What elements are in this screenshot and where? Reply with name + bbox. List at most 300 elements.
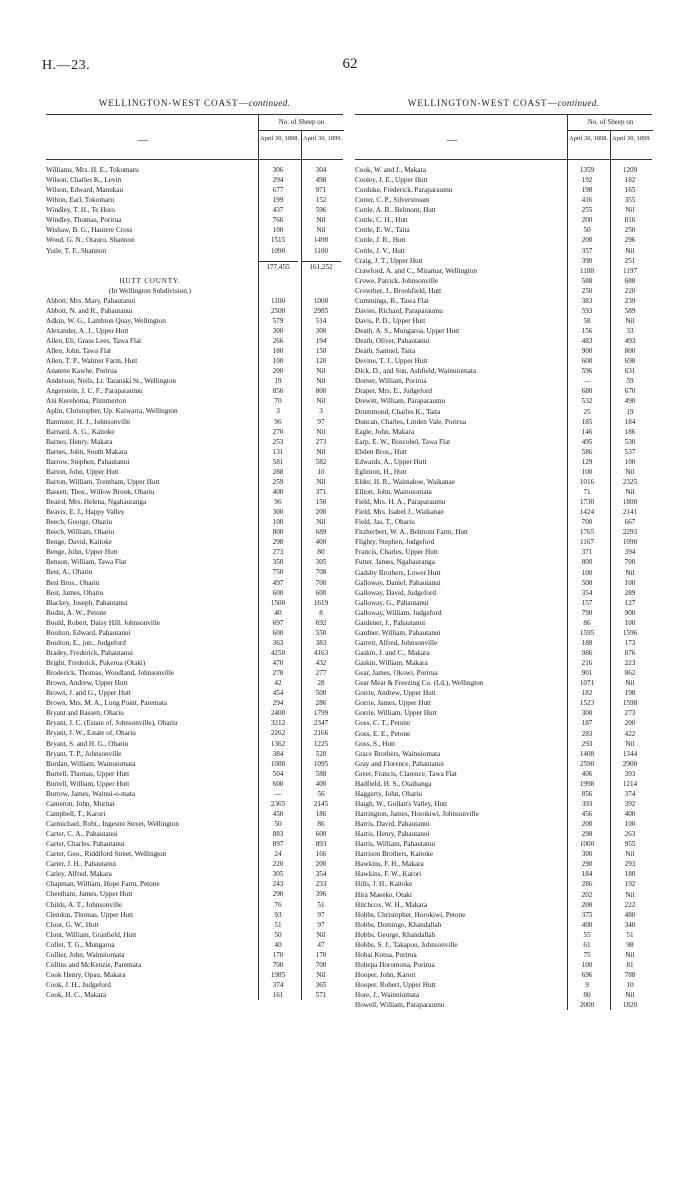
owner-cell: Clout, William, Granfield, Hutt bbox=[46, 930, 137, 939]
sheep-1898-cell: 220 bbox=[272, 860, 284, 869]
sheep-1898-cell: 288 bbox=[272, 467, 284, 476]
table-row bbox=[355, 628, 652, 638]
owner-cell: Harrington, James, Horokiwi, Johnsonville bbox=[355, 810, 479, 818]
owner-cell: Brown, Mrs. M. A., Long Point, Paremata bbox=[46, 699, 167, 708]
owner-cell: Death, Samuel, Taita bbox=[355, 347, 416, 356]
sheep-1898-cell: 586 bbox=[581, 447, 593, 456]
table-row bbox=[46, 859, 343, 869]
sheep-1898-cell: 390 bbox=[581, 256, 593, 265]
sheep-1899-cell: 816 bbox=[624, 216, 636, 225]
sheep-1899-cell: Nil bbox=[625, 467, 635, 476]
sheep-1899-cell: 588 bbox=[315, 769, 327, 778]
owner-cell: Benge, David, Kaitoke bbox=[46, 538, 112, 547]
owner-cell: Beech, William, Ohariu bbox=[46, 528, 115, 537]
table-row bbox=[46, 799, 343, 809]
sheep-1898-cell: 1090 bbox=[270, 246, 286, 255]
sheep-1898-cell: 1000 bbox=[579, 840, 595, 849]
table-row bbox=[355, 407, 652, 417]
table-row bbox=[355, 910, 652, 920]
title-main: WELLINGTON-WEST COAST— bbox=[407, 98, 558, 108]
sheep-1899-cell: 81 bbox=[626, 960, 634, 969]
sheep-1898-cell: 1998 bbox=[579, 779, 595, 788]
sheep-1899-cell: 631 bbox=[624, 367, 636, 376]
owner-cell: Hore, J., Wainuiomata bbox=[355, 991, 420, 1000]
sheep-1898-cell: 42 bbox=[274, 679, 282, 688]
sheep-1898-cell: 3 bbox=[276, 407, 280, 416]
sheep-1899-cell: 277 bbox=[315, 669, 327, 678]
owner-cell: Field, Jas. T., Ohariu bbox=[355, 518, 415, 527]
table-header bbox=[355, 114, 652, 160]
sheep-1899-cell: 293 bbox=[624, 860, 636, 869]
sheep-1898-cell: 305 bbox=[272, 870, 284, 879]
table-row bbox=[46, 779, 343, 789]
owner-cell: Anatene Kawhe, Porirua bbox=[46, 367, 117, 376]
sheep-1898-cell: 2400 bbox=[270, 709, 286, 718]
table-row bbox=[355, 376, 652, 386]
sheep-1898-cell: 986 bbox=[581, 649, 593, 657]
owner-cell: Death, Oliver, Pahautanui bbox=[355, 337, 430, 346]
owner-cell: Field, Mrs. H. A., Paraparaumu bbox=[355, 498, 446, 507]
owner-cell: Burrell, William, Upper Hutt bbox=[46, 779, 130, 788]
owner-cell: Bassett, Thos., Willow Brook, Ohariu bbox=[46, 487, 155, 496]
table-row bbox=[46, 497, 343, 507]
table-row bbox=[46, 246, 343, 256]
sheep-1899-cell: 2166 bbox=[313, 729, 329, 738]
sheep-1898-cell: 255 bbox=[581, 206, 593, 215]
sheep-1898-cell: 294 bbox=[272, 176, 284, 185]
sheep-1899-cell: Nil bbox=[316, 427, 326, 436]
owner-cell: Clendon, Thomas, Upper Hutt bbox=[46, 910, 134, 919]
owner-cell: Cummings, B., Tawa Flat bbox=[355, 296, 429, 305]
owner-cell: Bould, Robert, Daisy Hill, Johnsonville bbox=[46, 618, 160, 627]
table-row bbox=[46, 618, 343, 628]
sheep-1898-cell: — bbox=[274, 789, 282, 798]
sheep-1899-cell: 127 bbox=[624, 598, 636, 607]
sheep-1899-cell: 1100 bbox=[313, 246, 329, 255]
table-row bbox=[46, 749, 343, 759]
sheep-1898-cell: 680 bbox=[581, 387, 593, 396]
owner-cell: Hobbs, Christopher, Horokiwi, Petone bbox=[355, 910, 466, 919]
table-row bbox=[355, 215, 652, 225]
sheep-1898-cell: 1100 bbox=[270, 296, 286, 305]
owner-cell: Carter, Charles, Pahautanui bbox=[46, 840, 125, 849]
sheep-1899-cell: 400 bbox=[315, 538, 327, 547]
sheep-1899-cell: 514 bbox=[315, 316, 327, 325]
report-reference: H.—23. bbox=[42, 58, 91, 73]
sheep-1899-cell: 4163 bbox=[313, 648, 329, 657]
sheep-1898-cell: 393 bbox=[581, 799, 593, 808]
table-row bbox=[46, 286, 343, 296]
sheep-1898-cell: 188 bbox=[581, 638, 593, 647]
sheep-1898-cell: 900 bbox=[581, 347, 593, 356]
table-row bbox=[355, 608, 652, 618]
owner-cell: Goss, C. T., Petone bbox=[355, 719, 411, 728]
sheep-1898-cell: 600 bbox=[272, 588, 284, 597]
owner-cell: Beaird, Mrs. Helena, Ngahauranga bbox=[46, 498, 147, 506]
table-row bbox=[355, 769, 652, 779]
owner-cell: Howell, William, Paraparaumu bbox=[355, 1001, 445, 1010]
owner-cell: Davies, Richard, Paraparaumu bbox=[355, 306, 443, 315]
sheep-1898-cell: 100 bbox=[272, 518, 284, 527]
sheep-1898-cell: 2000 bbox=[579, 1001, 595, 1010]
owner-cell: (In Wellington Subdivision.) bbox=[108, 286, 192, 295]
owner-cell: Carter, Geo., Riddiford Street, Wellington bbox=[46, 850, 167, 859]
owner-cell: Yuile, T. F., Shannon bbox=[46, 246, 107, 255]
sheep-1898-cell: 750 bbox=[272, 568, 284, 577]
sheep-1898-cell: 700 bbox=[581, 518, 593, 527]
sheep-on-header: No. of Sheep on bbox=[567, 115, 653, 131]
table-row bbox=[355, 698, 652, 708]
sheep-1899-cell: 97 bbox=[317, 417, 325, 426]
sheep-1899-cell: 161,252 bbox=[301, 261, 341, 272]
table-row bbox=[355, 437, 652, 447]
table-row bbox=[355, 527, 652, 537]
sheep-1899-cell: 200 bbox=[315, 860, 327, 869]
sheep-1899-cell: 498 bbox=[315, 176, 327, 185]
sheep-1899-cell: 355 bbox=[624, 196, 636, 205]
table-row bbox=[355, 819, 652, 829]
sheep-1898-cell: 790 bbox=[581, 608, 593, 617]
table-row bbox=[46, 507, 343, 517]
sheep-1898-cell: 500 bbox=[581, 578, 593, 587]
table-row bbox=[355, 920, 652, 930]
owner-cell: Harris, William, Pahautanui bbox=[355, 840, 436, 849]
owner-cell: Cottle, C. H., Hutt bbox=[355, 216, 408, 225]
table-row bbox=[355, 708, 652, 718]
sheep-1899-cell: Nil bbox=[316, 518, 326, 527]
sheep-1899-cell: 862 bbox=[624, 669, 636, 678]
owner-cell: Cotter, C. P., Silverstream bbox=[355, 196, 430, 205]
owner-cell: Hooper, John, Karori bbox=[355, 971, 416, 979]
sheep-1898-cell: 290 bbox=[272, 890, 284, 899]
sheep-1899-cell: 200 bbox=[624, 719, 636, 728]
table-body bbox=[46, 160, 343, 1000]
table-row bbox=[46, 678, 343, 688]
owner-cell: Cottle, E. W., Taita bbox=[355, 226, 410, 235]
table-row bbox=[355, 648, 652, 658]
sheep-1898-cell: 1515 bbox=[270, 236, 286, 245]
sheep-1898-cell: 216 bbox=[581, 659, 593, 668]
owner-cell: Beech, George, Ohariu bbox=[46, 518, 113, 527]
table-row bbox=[46, 889, 343, 899]
table-row bbox=[46, 819, 343, 829]
table-row bbox=[355, 970, 652, 980]
table-row bbox=[46, 427, 343, 437]
sheep-1899-cell: 365 bbox=[315, 981, 327, 989]
sheep-1899-cell: 305 bbox=[315, 558, 327, 567]
table-row bbox=[46, 447, 343, 457]
sheep-1899-cell: Nil bbox=[625, 488, 635, 496]
sheep-1899-cell: 383 bbox=[315, 638, 327, 647]
sheep-1898-cell: 200 bbox=[581, 900, 593, 909]
sheep-1898-cell: 2262 bbox=[270, 729, 286, 738]
sheep-1899-cell: 182 bbox=[624, 176, 636, 185]
sheep-1899-cell: 8 bbox=[319, 608, 323, 617]
sheep-1899-cell: 59 bbox=[626, 377, 634, 386]
table-row bbox=[46, 205, 343, 215]
table-row bbox=[46, 900, 343, 910]
sheep-1898-cell: 1016 bbox=[579, 477, 595, 486]
table-row bbox=[46, 668, 343, 678]
table-row bbox=[46, 316, 343, 326]
table-row bbox=[46, 608, 343, 618]
owner-cell: Galloway, William, Judgeford bbox=[355, 608, 442, 617]
sheep-1898-cell: 131 bbox=[272, 447, 284, 456]
sheep-1899-cell: 900 bbox=[624, 608, 636, 617]
owner-cell: Haigh, W., Gollan's Valley, Hutt bbox=[355, 799, 448, 808]
sheep-1899-cell: 86 bbox=[317, 820, 325, 828]
sheep-1898-cell: 579 bbox=[272, 316, 284, 325]
table-row bbox=[46, 567, 343, 577]
sheep-1899-cell: 571 bbox=[315, 991, 327, 1000]
sheep-1898-cell: 593 bbox=[581, 306, 593, 315]
table-row bbox=[46, 306, 343, 316]
owner-cell: Childs, A. T., Johnsonville bbox=[46, 900, 123, 909]
sheep-1899-cell: 97 bbox=[317, 910, 325, 919]
sheep-1899-cell: 422 bbox=[624, 729, 636, 738]
sheep-1898-cell: 55 bbox=[583, 930, 591, 939]
sheep-1899-cell: 1800 bbox=[622, 498, 638, 507]
sheep-1898-cell: 901 bbox=[581, 669, 593, 678]
owner-cell: Adkin, W. G., Lambton Quay, Wellington bbox=[46, 316, 166, 325]
owner-cell: Harris, David, Pahautanui bbox=[355, 820, 430, 829]
sheep-1898-cell: 1359 bbox=[579, 166, 595, 174]
sheep-1898-cell: 100 bbox=[272, 226, 284, 235]
sheep-1899-cell: 2985 bbox=[313, 306, 329, 315]
sheep-1899-cell: Nil bbox=[316, 447, 326, 456]
table-row bbox=[46, 467, 343, 477]
sheep-1898-cell: 497 bbox=[272, 578, 284, 587]
table-row bbox=[355, 729, 652, 739]
sheep-1898-cell: 100 bbox=[581, 467, 593, 476]
sheep-1899-cell: 2293 bbox=[622, 528, 638, 537]
sheep-1899-cell: 10 bbox=[626, 981, 634, 990]
owner-cell: Futter, James, Ngahauranga bbox=[355, 558, 435, 567]
owner-cell: Drummond, Charles K., Taita bbox=[355, 407, 441, 416]
sheep-1898-cell: 294 bbox=[272, 699, 284, 708]
table-row bbox=[355, 246, 652, 256]
sheep-1898-cell: 766 bbox=[272, 216, 284, 225]
owner-cell: Devine, T. J., Upper Hutt bbox=[355, 357, 428, 366]
table-row bbox=[355, 829, 652, 839]
owner-cell: Crowther, J., Brookfield, Hutt bbox=[355, 286, 442, 295]
sheep-1899-cell: 500 bbox=[315, 689, 327, 698]
owner-cell: Grace Brothers, Wainuiomata bbox=[355, 749, 441, 758]
sheep-1898-cell: 454 bbox=[272, 689, 284, 698]
sheep-1898-cell: 1595 bbox=[579, 628, 595, 637]
sheep-1898-cell: 383 bbox=[581, 296, 593, 305]
sheep-1899-cell: 273 bbox=[315, 437, 327, 446]
title-continued: continued. bbox=[248, 98, 291, 108]
table-row bbox=[46, 879, 343, 889]
owner-cell: Goss, S., Hutt bbox=[355, 739, 396, 748]
sheep-1898-cell: 400 bbox=[581, 920, 593, 929]
owner-cell: Blackey, Joseph, Pahautanui bbox=[46, 598, 128, 607]
owner-cell: Hawkins, F. W., Karori bbox=[355, 870, 422, 879]
sheep-1898-cell: 182 bbox=[581, 689, 593, 698]
sheep-1899-cell: 700 bbox=[315, 960, 327, 969]
table-row bbox=[46, 910, 343, 920]
owner-cell: Allen, John, Tawa Flat bbox=[46, 347, 112, 356]
sheep-1898-cell: 187 bbox=[581, 719, 593, 728]
col-1898-header: April 30, 1898. bbox=[258, 131, 300, 159]
table-row bbox=[355, 276, 652, 286]
owner-cell: Best Bros., Ohariu bbox=[46, 578, 100, 587]
sheep-1899-cell: 100 bbox=[624, 618, 636, 627]
table-row bbox=[355, 477, 652, 487]
table-row bbox=[46, 708, 343, 718]
sheep-1899-cell: 150 bbox=[315, 347, 327, 356]
owner-cell: Alexander, A. J., Upper Hutt bbox=[46, 326, 129, 335]
table-row bbox=[355, 578, 652, 588]
owner-cell: Hohai Kotua, Porirua bbox=[355, 950, 417, 959]
sheep-1899-cell: 170 bbox=[315, 950, 327, 959]
sheep-1898-cell: 300 bbox=[581, 850, 593, 859]
sheep-1899-cell: 800 bbox=[624, 347, 636, 356]
sheep-1898-cell: 76 bbox=[274, 900, 282, 909]
table-row bbox=[355, 749, 652, 759]
table-row bbox=[46, 960, 343, 970]
sheep-1898-cell: 25 bbox=[583, 407, 591, 416]
sheep-1899-cell: 100 bbox=[624, 578, 636, 587]
owner-cell: Bryant and Bassett, Ohariu bbox=[46, 709, 124, 718]
table-row bbox=[46, 970, 343, 980]
table-row bbox=[46, 849, 343, 859]
owner-cell: Best, A., Ohariu bbox=[46, 568, 93, 577]
table-row bbox=[355, 618, 652, 628]
owner-cell: Harris, Henry, Pahautanui bbox=[355, 830, 430, 839]
owner-cell: Craig, J. T., Upper Hutt bbox=[355, 256, 423, 265]
table-row bbox=[46, 346, 343, 356]
sheep-1898-cell: 243 bbox=[272, 880, 284, 889]
sheep-1899-cell: 222 bbox=[624, 900, 636, 909]
owner-cell: Clout, G. W., Hutt bbox=[46, 920, 99, 929]
owner-cell: Bryant, T. P., Johnsonville bbox=[46, 749, 122, 758]
table-row bbox=[355, 185, 652, 195]
sheep-1898-cell: 71 bbox=[583, 488, 591, 496]
sheep-1899-cell: 689 bbox=[315, 528, 327, 537]
sheep-1899-cell: 700 bbox=[315, 578, 327, 587]
sheep-1898-cell: 1424 bbox=[579, 508, 595, 517]
sheep-on-header: No. of Sheep on bbox=[258, 115, 344, 131]
owner-cell: Elliott, John, Wainuiomata bbox=[355, 488, 432, 496]
owner-cell: Barrow, Stephen, Pahautanui bbox=[46, 457, 130, 466]
sheep-1899-cell: Nil bbox=[625, 679, 635, 688]
owner-cell: Hobbs, S. J., Takapou, Johnsonville bbox=[355, 940, 458, 949]
table-row bbox=[355, 1000, 652, 1010]
owner-cell: Barton, William, Trentham, Upper Hutt bbox=[46, 477, 160, 486]
sheep-1899-cell: 550 bbox=[315, 628, 327, 637]
sheep-1898-cell: 202 bbox=[581, 890, 593, 899]
table-row bbox=[46, 225, 343, 235]
sheep-1898-cell: 495 bbox=[581, 437, 593, 446]
owner-cell: Draper, Mrs. E., Judgeford bbox=[355, 387, 432, 396]
sheep-1898-cell: 1188 bbox=[579, 266, 595, 275]
owner-cell: Carter, C. A., Pahautanui bbox=[46, 830, 118, 839]
sheep-1899-cell: Nil bbox=[316, 367, 326, 376]
sheep-1898-cell: 406 bbox=[581, 769, 593, 778]
sheep-1898-cell: 374 bbox=[272, 981, 284, 989]
owner-cell: Bryant, S. and H. G., Ohariu bbox=[46, 739, 129, 748]
owner-cell: Ebden Bros., Hutt bbox=[355, 447, 407, 456]
table-row bbox=[46, 376, 343, 386]
sheep-1898-cell: 1362 bbox=[270, 739, 286, 748]
sheep-1899-cell: 1000 bbox=[313, 296, 329, 305]
table-row bbox=[355, 779, 652, 789]
sheep-1898-cell: 86 bbox=[583, 618, 591, 627]
owner-cell: Hira Maeeke, Otaki bbox=[355, 890, 412, 899]
table-row bbox=[46, 235, 343, 245]
sheep-1899-cell: 493 bbox=[624, 337, 636, 346]
table-row bbox=[355, 165, 652, 175]
sheep-1899-cell: Nil bbox=[316, 226, 326, 235]
sheep-1899-cell: 2347 bbox=[313, 719, 329, 728]
sheep-1898-cell: 250 bbox=[581, 286, 593, 295]
owner-cell: Galloway, Daniel, Pahautanui bbox=[355, 578, 441, 587]
sheep-1898-cell: 3212 bbox=[270, 719, 286, 728]
sheep-1898-cell: 371 bbox=[581, 548, 593, 557]
sheep-1899-cell: 698 bbox=[624, 357, 636, 366]
table-row bbox=[355, 507, 652, 517]
sheep-1899-cell: 304 bbox=[315, 166, 327, 174]
owner-cell: Anderson, Neils, Lr. Taranaki St., Wellington bbox=[46, 377, 177, 386]
owner-cell: Bryant, J. W., Estate of, Ohariu bbox=[46, 729, 136, 738]
sheep-1899-cell: 1225 bbox=[313, 739, 329, 748]
sheep-1899-cell: 340 bbox=[624, 920, 636, 929]
sheep-1899-cell: 180 bbox=[624, 870, 636, 879]
sheep-1899-cell: 400 bbox=[624, 810, 636, 818]
sheep-1898-cell: 1500 bbox=[270, 598, 286, 607]
sheep-1898-cell: 184 bbox=[581, 870, 593, 879]
sheep-1899-cell: 589 bbox=[624, 306, 636, 315]
table-row bbox=[46, 215, 343, 225]
sheep-1899-cell: 392 bbox=[624, 799, 636, 808]
table-row bbox=[46, 195, 343, 205]
sheep-1898-cell: 100 bbox=[581, 568, 593, 577]
sheep-1899-cell: 700 bbox=[624, 558, 636, 567]
table-body bbox=[355, 160, 652, 1010]
sheep-1898-cell: 40 bbox=[274, 940, 282, 949]
table-row bbox=[46, 477, 343, 487]
table-row bbox=[46, 588, 343, 598]
table-row bbox=[46, 930, 343, 940]
sheep-1899-cell: 300 bbox=[315, 326, 327, 335]
sheep-1899-cell: Nil bbox=[625, 890, 635, 899]
sheep-1898-cell: 1985 bbox=[270, 970, 286, 979]
table-row bbox=[355, 386, 652, 396]
sheep-1898-cell: 100 bbox=[272, 357, 284, 366]
sheep-1898-cell: 70 bbox=[274, 397, 282, 406]
table-row bbox=[355, 296, 652, 306]
sheep-1898-cell: 504 bbox=[272, 769, 284, 778]
sheep-1898-cell: 1408 bbox=[579, 749, 595, 758]
owner-cell: Burdan, William, Wainuiomata bbox=[46, 759, 136, 768]
owner-cell: Benge, John, Upper Hutt bbox=[46, 548, 118, 557]
owner-cell: Gaskin, J. and C., Makara bbox=[355, 649, 430, 657]
sheep-1899-cell: Nil bbox=[625, 316, 635, 325]
sheep-1899-cell: Nil bbox=[316, 970, 326, 979]
table-row bbox=[46, 547, 343, 557]
sheep-1898-cell: 286 bbox=[581, 880, 593, 889]
sheep-1898-cell: 1071 bbox=[579, 679, 595, 688]
sheep-1898-cell: 58 bbox=[583, 316, 591, 325]
sheep-1898-cell: 9 bbox=[585, 981, 589, 990]
table-row bbox=[355, 789, 652, 799]
table-row bbox=[355, 799, 652, 809]
table-row bbox=[46, 406, 343, 416]
owner-cell: Campbell, T., Karori bbox=[46, 809, 106, 818]
owner-cell: Boulton, Edward, Pahautanui bbox=[46, 628, 131, 637]
